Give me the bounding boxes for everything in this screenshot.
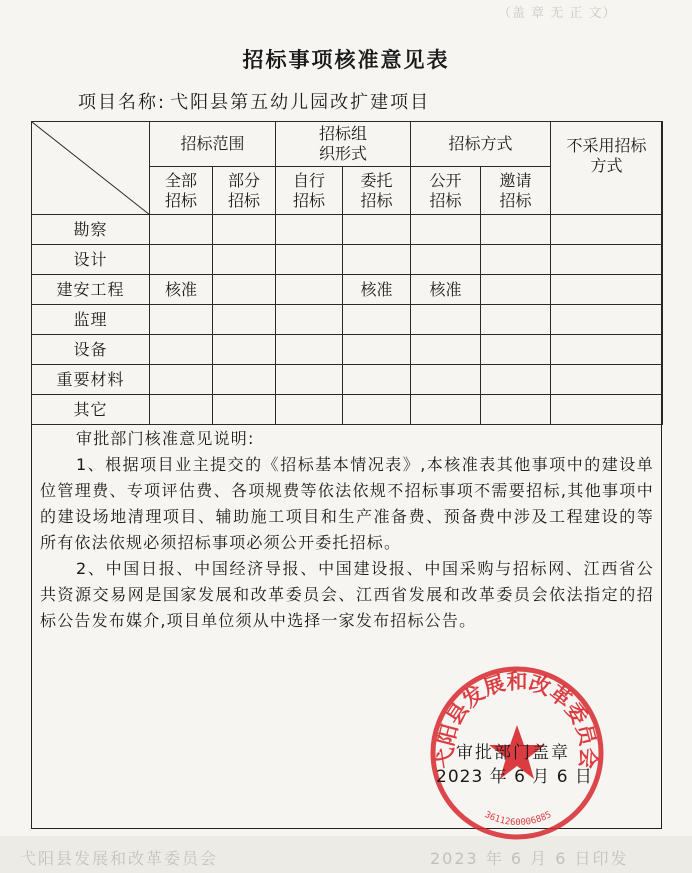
table-cell: [411, 215, 481, 245]
table-cell: [481, 275, 551, 305]
tender-table: [31, 121, 663, 425]
table-row: [32, 215, 663, 245]
table-cell: [411, 395, 481, 425]
header-invite: 邀请招标: [481, 167, 551, 215]
table-row: [32, 365, 663, 395]
stamp-label: 审批部门盖章: [456, 743, 570, 763]
table-cell: [213, 335, 276, 365]
table-cell: 核准: [343, 275, 411, 305]
table-cell: [481, 245, 551, 275]
row-label: 勘察: [32, 215, 150, 245]
row-label: 设计: [32, 245, 150, 275]
table-row: [32, 305, 663, 335]
table-cell: [276, 335, 343, 365]
table-cell: [150, 215, 213, 245]
header-entrust: 委托招标: [343, 167, 411, 215]
background-header-text: （盖 章 无 正 文）: [498, 6, 617, 21]
table-row: [32, 275, 663, 305]
opinion-paragraph-2: 2、中国日报、中国经济导报、中国建设报、中国采购与招标网、江西省公共资源交易网是国家发展和改革委员会、江西省发展和改革委员会依法指定的招标公告发布媒介,项目单位须从中选择一家发布招标公告。: [40, 559, 654, 630]
header-organization: 招标组织形式: [276, 122, 411, 167]
table-cell: [343, 245, 411, 275]
header-partial: 部分招标: [213, 167, 276, 215]
approval-date: 2023 年 6 月 6 日: [436, 767, 593, 787]
table-cell: [551, 395, 663, 425]
table-cell: [481, 395, 551, 425]
table-cell: [343, 305, 411, 335]
seal-number: 3611260006885: [482, 810, 554, 829]
table-cell: [213, 395, 276, 425]
project-label: 项目名称:: [78, 92, 167, 113]
table-cell: [213, 245, 276, 275]
diagonal-line: [32, 122, 150, 215]
table-cell: [343, 395, 411, 425]
row-label: 建安工程: [32, 275, 150, 305]
table-cell: [343, 335, 411, 365]
table-cell: [276, 395, 343, 425]
table-cell: [276, 245, 343, 275]
opinion-paragraph-1: 1、根据项目业主提交的《招标基本情况表》,本核准表其他事项中的建设单位管理费、专项评估费、各项规费等依法依规不招标事项不需要招标,其他事项中的建设场地清理项目、辅助施工项目和生产准备费、预备费中涉及工程建设的等所有依法依规必须招标事项必须公开委托招标。: [40, 455, 654, 552]
diagonal-header-cell: [32, 122, 150, 215]
table-cell: [213, 365, 276, 395]
table-cell: [411, 305, 481, 335]
header-scope: 招标范围: [150, 122, 276, 167]
table-cell: 核准: [411, 275, 481, 305]
table-cell: [551, 215, 663, 245]
table-cell: [276, 275, 343, 305]
table-cell: [276, 365, 343, 395]
table-cell: [481, 335, 551, 365]
table-cell: [411, 245, 481, 275]
background-footer-left: 弋阳县发展和改革委员会: [20, 849, 219, 868]
table-cell: [150, 365, 213, 395]
project-name-line: [78, 88, 430, 114]
table-cell: [213, 305, 276, 335]
background-footer-right: 2023 年 6 月 6 日印发: [430, 849, 629, 868]
table-cell: [213, 215, 276, 245]
header-full: 全部招标: [150, 167, 213, 215]
table-cell: [481, 215, 551, 245]
project-name: 弋阳县第五幼儿园改扩建项目: [170, 92, 431, 113]
header-self: 自行招标: [276, 167, 343, 215]
table-cell: 核准: [150, 275, 213, 305]
table-cell: [481, 365, 551, 395]
table-row: [32, 395, 663, 425]
table-cell: [343, 365, 411, 395]
table-cell: [213, 275, 276, 305]
row-label: 设备: [32, 335, 150, 365]
approval-opinion: [40, 426, 654, 634]
seal-text: 弋阳县发展和改革委员会: [433, 669, 601, 770]
row-label: 其它: [32, 395, 150, 425]
table-cell: [551, 305, 663, 335]
document-title: 招标事项核准意见表: [242, 48, 450, 72]
table-cell: [551, 365, 663, 395]
table-cell: [411, 335, 481, 365]
table-row: [32, 245, 663, 275]
table-cell: [150, 245, 213, 275]
table-cell: [551, 275, 663, 305]
table-cell: [276, 305, 343, 335]
svg-text:3611260006885: [483, 810, 554, 828]
table-cell: [551, 245, 663, 275]
table-cell: [150, 305, 213, 335]
table-cell: [343, 215, 411, 245]
header-no-tender: 不采用招标方式: [551, 122, 663, 215]
table-cell: [276, 215, 343, 245]
opinion-heading: 审批部门核准意见说明:: [76, 429, 255, 448]
row-label: 监理: [32, 305, 150, 335]
row-label: 重要材料: [32, 365, 150, 395]
header-method: 招标方式: [411, 122, 551, 167]
table-cell: [411, 365, 481, 395]
table-cell: [150, 335, 213, 365]
table-cell: [150, 395, 213, 425]
table-cell: [551, 335, 663, 365]
header-public: 公开招标: [411, 167, 481, 215]
table-cell: [481, 305, 551, 335]
table-row: [32, 335, 663, 365]
